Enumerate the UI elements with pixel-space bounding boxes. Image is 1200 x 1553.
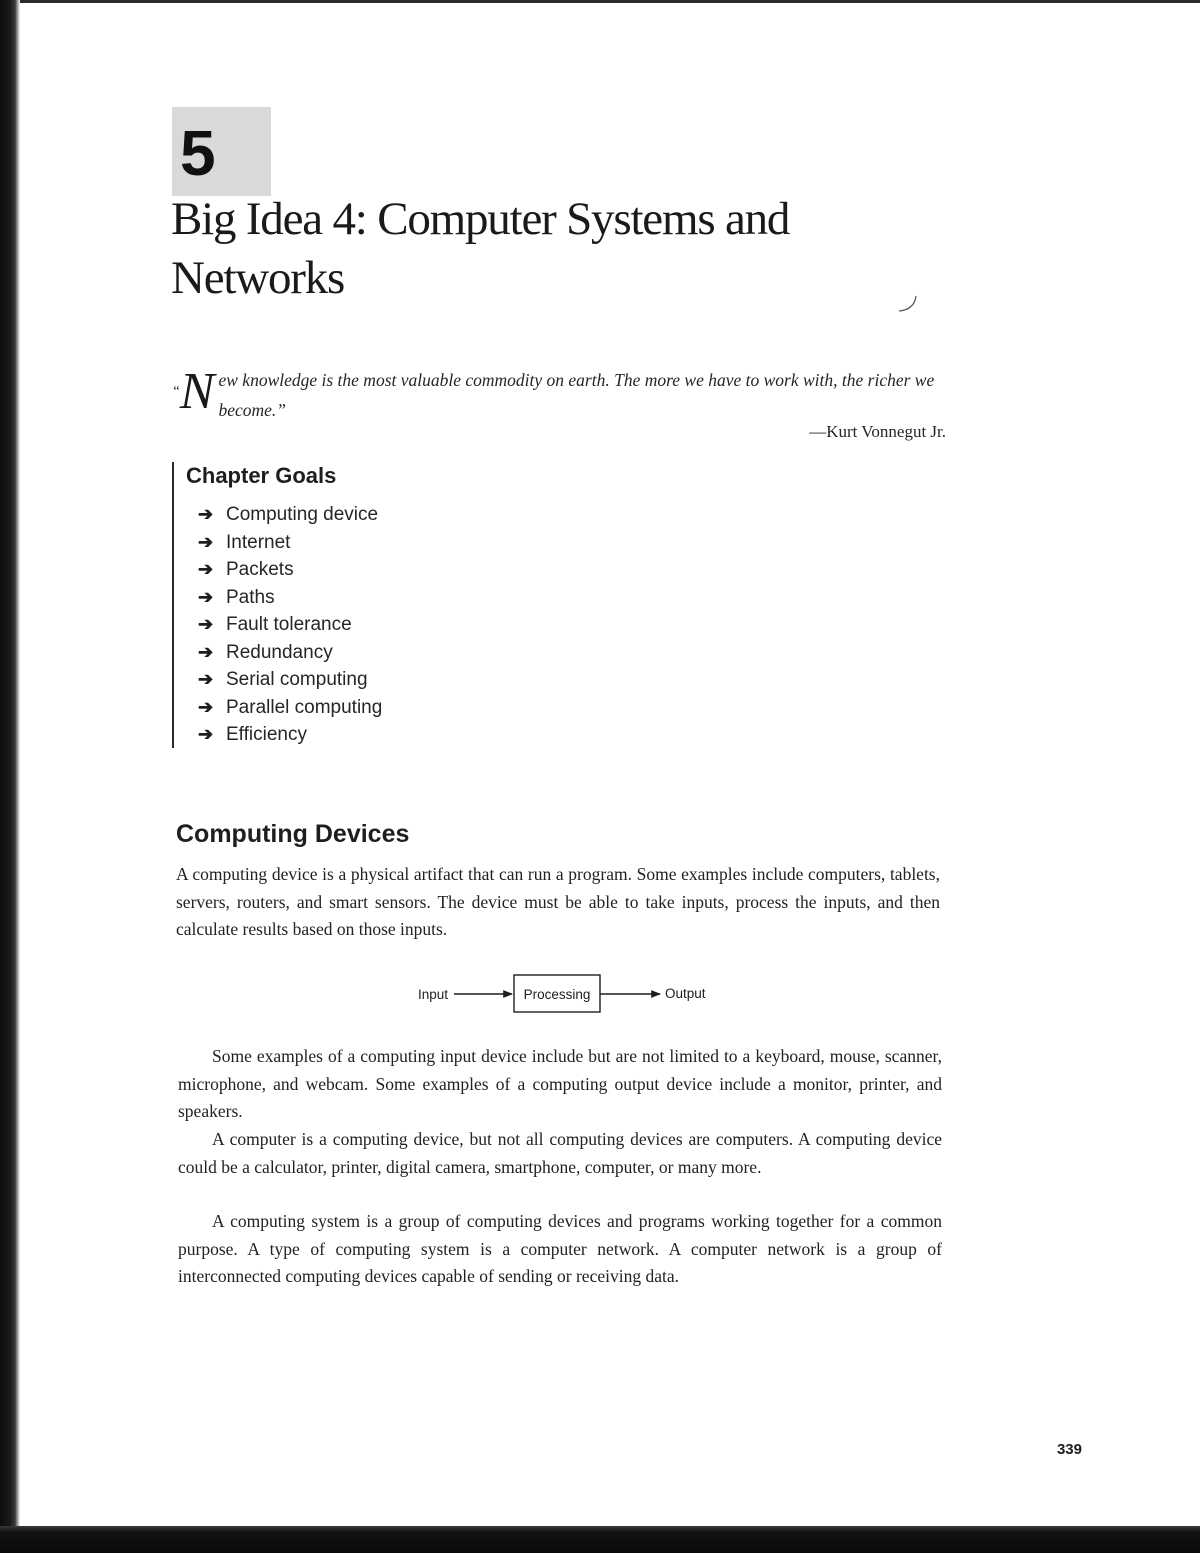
goal-label: Efficiency — [226, 724, 307, 745]
goal-label: Paths — [226, 586, 275, 608]
scan-bottom-edge — [0, 1526, 1200, 1553]
section-paragraph: A computing system is a group of computing devices and programs working together for a common purpose. A type of computing system is a computer network. A computer network is a group of interconnected computing devices capable of sending or receiving data. — [178, 1211, 942, 1286]
arrow-right-icon: ➔ — [198, 724, 214, 744]
goal-label: Parallel computing — [226, 696, 383, 718]
diagram-input-label: Input — [418, 987, 449, 1002]
list-item — [198, 694, 382, 722]
arrow-right-icon: ➔ — [198, 559, 214, 579]
arrow-right-icon: ➔ — [198, 641, 214, 662]
goal-label: Computing device — [226, 504, 379, 525]
goal-label: Fault tolerance — [226, 614, 352, 635]
pen-mark — [896, 294, 920, 314]
list-item — [198, 529, 382, 557]
arrow-right-icon: ➔ — [198, 696, 214, 717]
chapter-goals-list — [198, 501, 382, 749]
arrow-right-icon: ➔ — [198, 586, 214, 607]
list-item — [198, 584, 382, 612]
epigraph — [172, 363, 952, 425]
epigraph-dropcap — [172, 363, 215, 420]
epigraph-dropcap-letter: N — [179, 363, 215, 420]
epigraph-quote: ew knowledge is the most valuable commodity on earth. The more we have to work with, the richer we become.” — [218, 370, 935, 420]
arrow-right-icon: ➔ — [198, 669, 214, 689]
section-heading: Computing Devices — [176, 820, 410, 848]
goal-label: Redundancy — [226, 641, 333, 663]
arrow-right-icon: ➔ — [198, 531, 214, 552]
list-item — [198, 611, 382, 639]
goal-label: Packets — [226, 559, 294, 580]
section-paragraph: A computer is a computing device, but not all computing devices are computers. A computing device could be a calculator, printer, digital camera, smartphone, computer, or many more. — [178, 1129, 942, 1177]
diagram-output-label: Output — [665, 986, 706, 1001]
diagram-process-label: Processing — [523, 987, 591, 1002]
list-item — [198, 556, 382, 584]
section-paragraph: Some examples of a computing input device include but are not limited to a keyboard, mouse, scanner, microphone, and webcam. Some examples of a computing output device include a monitor, printer, and speakers. — [178, 1046, 942, 1121]
chapter-goals-heading: Chapter Goals — [186, 463, 337, 488]
goal-label: Serial computing — [226, 669, 368, 690]
chapter-number: 5 — [172, 107, 271, 196]
scan-left-edge — [0, 0, 20, 1553]
scan-top-edge — [0, 0, 1200, 3]
arrow-right-icon: ➔ — [198, 504, 214, 524]
section-paragraph: A computing device is a physical artifact that can run a program. Some examples include computers, tablets, servers, routers, and smart sensors. The device must be able to take inputs, process the inputs, and then calculate results based on those inputs. — [176, 864, 940, 939]
input-processing-output-diagram — [410, 968, 730, 1020]
epigraph-open-quote: “ — [172, 384, 180, 399]
arrow-right-icon: ➔ — [198, 614, 214, 634]
epigraph-attribution: —Kurt Vonnegut Jr. — [809, 422, 946, 441]
list-item — [198, 666, 382, 694]
chapter-title: Big Idea 4: Computer Systems and Networks — [171, 193, 790, 304]
page-number: 339 — [1056, 1441, 1082, 1458]
list-item — [198, 721, 382, 749]
chapter-goals-box — [172, 462, 504, 748]
goal-label: Internet — [226, 531, 291, 553]
list-item — [198, 501, 382, 529]
list-item — [198, 639, 382, 667]
